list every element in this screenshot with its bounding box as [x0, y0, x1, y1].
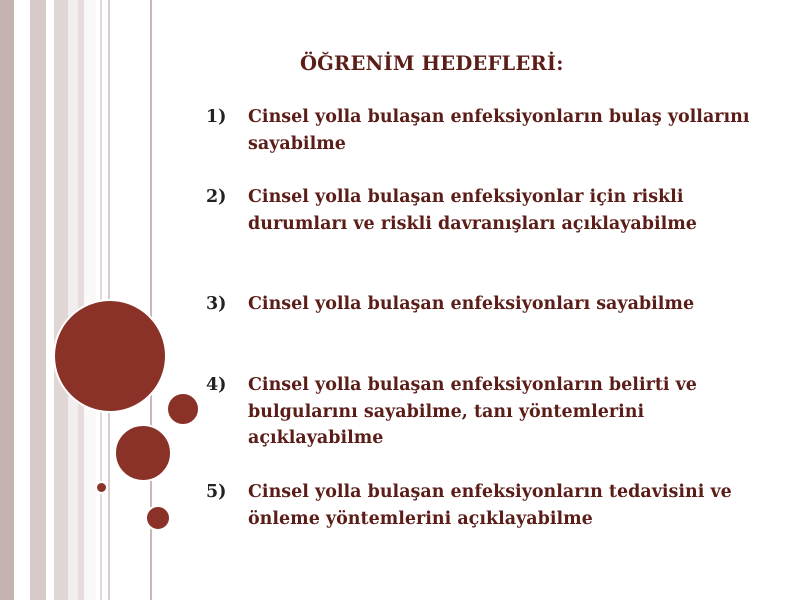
background-stripe: [30, 0, 46, 600]
list-item-number: 4): [206, 375, 227, 395]
list-item-number: 2): [206, 187, 227, 207]
decorative-circle-tiny: [95, 481, 108, 494]
background-stripe: [54, 0, 68, 600]
decorative-circle-small: [145, 505, 171, 531]
background-stripe: [68, 0, 78, 600]
decorative-circle-small: [166, 392, 200, 426]
decorative-circle-large: [53, 299, 167, 413]
background-stripe: [0, 0, 14, 600]
decorative-circle-medium: [114, 424, 172, 482]
list-item-text: Cinsel yolla bulaşan enfeksiyonların tedavisini ve önleme yöntemlerini açıklayabilme: [248, 482, 732, 529]
list-item-number: 3): [206, 294, 227, 314]
list-item-text: Cinsel yolla bulaşan enfeksiyonların belirti ve bulgularını sayabilme, tanı yöntemlerini açıklayabilme: [248, 375, 697, 448]
list-item-number: 1): [206, 107, 227, 127]
slide-title: ÖĞRENİM HEDEFLERİ:: [300, 52, 564, 75]
list-item-text: Cinsel yolla bulaşan enfeksiyonları sayabilme: [248, 294, 695, 314]
background-stripe: [46, 0, 54, 600]
list-item-number: 5): [206, 482, 227, 502]
list-item-text: Cinsel yolla bulaşan enfeksiyonların bulaş yollarını sayabilme: [248, 107, 750, 154]
list-item-text: Cinsel yolla bulaşan enfeksiyonlar için riskli durumları ve riskli davranışları açıklayabilme: [248, 187, 697, 234]
background-stripe: [14, 0, 30, 600]
